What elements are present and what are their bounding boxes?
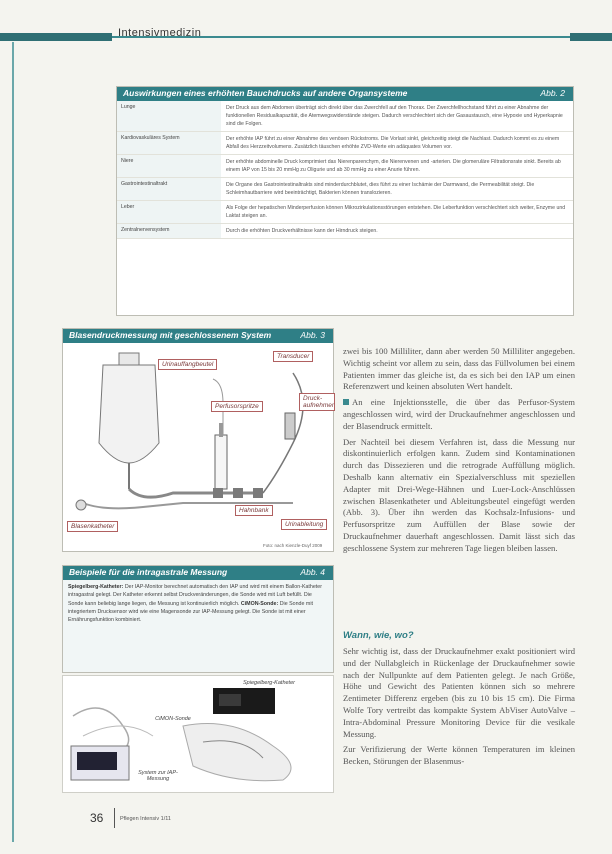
syringe-plunger — [219, 423, 223, 437]
stopcock-1 — [213, 488, 223, 498]
paragraph: Der Nachteil bei diesem Verfahren ist, dass die Messung nur diskontinuierlich erfolgen kann. Zudem sind Kontaminationen durch das Dissezieren und die retrograde Auffüllung möglich. Deshalb kann alternativ ein Spezialverschluss mit speziellen Adapter mit Drei-Wege-Hähnen und Luer-Lock-Anschlüssen zwischen Blasenkatheter und Ableitungsbeutel eingefügt werden (Abb. 3). Über ihn werden das Kochsalz-Infusions- und Perfusorspritze zum Auffüllen der Blase sowie der Druckaufnehmer dauerhaft angeschlossen. Damit lässt sich das geschlossene System zur mehreren Tage liegen bleiben lassen. — [343, 436, 575, 553]
organ-effects-table — [117, 101, 573, 239]
organ-effect-text: Durch die erhöhten Druckverhältnisse kann der Hirndruck steigen. — [226, 228, 378, 234]
stopcock-3 — [253, 488, 263, 498]
header-accent-left — [0, 33, 112, 41]
stopcock-2 — [233, 488, 243, 498]
table-row — [117, 224, 573, 239]
bladder-pressure-box — [62, 328, 334, 552]
cimon-screen — [77, 752, 117, 770]
pressure-transducer-shape — [285, 413, 295, 439]
label-cimon-probe: CiMON-Sonde — [155, 716, 191, 722]
table-row — [117, 201, 573, 224]
abdomen-schematic — [183, 724, 291, 781]
table-row — [117, 101, 573, 132]
paragraph: zwei bis 100 Milliliter, dann aber werden 50 Milliliter angegeben. Wichtig scheint vor allem zu sein, dass das Füllvolumen bei einem Patienten immer das gleiche ist, da es sich bei den IAP um einen Referenzwert und keinen absoluten Wert handelt. — [343, 346, 575, 392]
paragraph: Sehr wichtig ist, dass der Druckaufnehmer exakt positioniert wird und der Nullabgleich in Rückenlage der Druckaufnehmer sowie nach der Nullpunkte auf dem Patienten gelegt. Je nach Größe, Höhe und Gewicht des Patienten können sich so mehrere Zentimeter Differenz ergeben (bis zu 10 bis 15 cm). Die Firma Wolfe Tory vertreibt das kompakte System AbViser AutoValve – Intra-Abdominal Pressure Monitoring Device für die vesikale Messung. — [343, 646, 575, 739]
device-illustration — [63, 676, 331, 790]
organ-effect-text: Der erhöhte IAP führt zu einer Abnahme des venösen Rückstroms. Die Vorlast sinkt, gleichzeitig steigt die Nachlast. Dadurch kommt es zu einem Abfall des Herzzeitvolumens. Zusätzlich täuschen erhöhte ZVD-Werte ein adäquates Volumen vor. — [226, 136, 560, 150]
device-photos — [62, 675, 334, 793]
header-accent-right — [570, 33, 612, 41]
page-footer — [62, 808, 582, 832]
desc-cimon: Die Sonde mit integriertem Drucksensor wird wie eine Magensonde zur IAP-Messung gelegt. Die Sonde ist mit einer Ernährungsfunktion kombiniert. — [68, 600, 313, 624]
figure-label: Abb. 3 — [300, 330, 325, 340]
transducer-cable — [263, 373, 303, 493]
organ-label: Leber — [117, 201, 221, 223]
probe-line — [83, 726, 153, 736]
footer-divider — [114, 808, 115, 828]
box-header — [63, 329, 333, 343]
organ-label: Zentralnervensystem — [117, 224, 221, 238]
image-credit: Foto: nach Kienzle-Duyf 2009 — [263, 543, 323, 548]
organ-effects-box — [116, 86, 574, 316]
label-drain-tube: Urinableitung — [281, 519, 327, 530]
box-header — [63, 566, 333, 580]
organ-effect-text: Die Organe des Gastrointestinaltrakts sind minderdurchblutet, dies führt zu einer Ischämie der Darmwand, die Permeabilität steigt. Die Schleimhautbarriere wird beeinträchtigt, Bakterien können translozieren. — [226, 182, 535, 196]
header-bar — [0, 33, 612, 41]
monitor-display — [219, 694, 241, 706]
table-row — [117, 155, 573, 178]
syringe-shape — [215, 435, 227, 489]
catheter-tip — [76, 500, 86, 510]
paragraph: Zur Verifizierung der Werte können Temperaturen im kleinen Becken, Störungen der Blasenmus- — [343, 744, 575, 767]
figure-label: Abb. 4 — [300, 567, 325, 577]
desc-spiegelberg: Der IAP-Monitor berechnet automatisch den IAP und wird mit einem Ballon-Katheter intragastral gelegt. Der Katheter erkennt selbst Druckveränderungen, die Sonde wird mit Luft befüllt. Die Sonde kann beliebig lange liegen, die Messung ist kontinuierlich möglich. — [68, 584, 322, 607]
paragraph-with-bullet — [343, 397, 575, 432]
label-cimon-system: System zur IAP-Messung — [138, 770, 178, 782]
box-title: Beispiele für die intragastrale Messung — [69, 567, 228, 577]
label-syringe: Perfusorspritze — [211, 401, 263, 412]
body-column-bottom — [343, 646, 575, 772]
term-cimon: CiMON-Sonde: — [240, 600, 279, 607]
label-pressure-sensor: Druck-aufnehmer — [299, 393, 335, 411]
journal-source: Pflegen Intensiv 1/11 — [120, 816, 171, 822]
urine-bag-shape — [99, 365, 159, 463]
figure-label: Abb. 2 — [540, 88, 565, 98]
organ-label: Niere — [117, 155, 221, 177]
organ-effect-text: Der Druck aus dem Abdomen überträgt sich direkt über das Zwerchfell auf den Thorax. Der Zwerchfellhochstand führt zu einer Abnahme der funktionellen Residualkapazität, die Atemwegswiderstände steigen. Dadurch verschlechtert sich der Gasaustausch, eine Hypoxie und Hyperkapnie sind die Folgen. — [226, 105, 563, 127]
organ-label: Lunge — [117, 101, 221, 131]
section-title: Intensivmedizin — [118, 27, 202, 39]
box-body — [63, 580, 333, 627]
organ-label: Kardiovaskuläres System — [117, 132, 221, 154]
label-urine-bag: Urinauffangbeutel — [158, 359, 217, 370]
table-row — [117, 132, 573, 155]
page-number: 36 — [90, 811, 104, 825]
intragastric-box — [62, 565, 334, 673]
box-title: Auswirkungen eines erhöhten Bauchdrucks auf andere Organsysteme — [123, 88, 408, 98]
term-spiegelberg: Spiegelberg-Katheter: — [68, 584, 124, 590]
left-margin-rule — [12, 42, 14, 842]
box-title: Blasendruckmessung mit geschlossenem System — [69, 330, 272, 340]
body-column-top — [343, 346, 575, 559]
table-row — [117, 178, 573, 201]
organ-effect-text: Der erhöhte abdominelle Druck komprimiert das Nierenparenchym, die Nierenvenen und -arterien. Die glomeruläre Filtrationsrate sinkt. Bereits ab einem IAP von 15 bis 20 mmHg zu Oligurie und ab 30 mmHg zu einer Anurie führen. — [226, 159, 561, 173]
paragraph-text: An eine Injektionsstelle, die über das Perfusor-System angeschlossen wird, wird der Druckaufnehmer angeschlossen und der Blasendruck ermittelt. — [343, 397, 575, 431]
label-transducer: Transducer — [273, 351, 313, 362]
label-stopcock: Hahnbank — [235, 505, 273, 516]
organ-label: Gastrointestinaltrakt — [117, 178, 221, 200]
label-spiegelberg: Spiegelberg-Katheter — [243, 680, 295, 686]
bladder-system-illustration — [63, 343, 331, 543]
label-catheter: Blasenkatheter — [67, 521, 118, 532]
box-header — [117, 87, 573, 101]
bag-hanger — [119, 353, 139, 365]
subheading: Wann, wie, wo? — [343, 630, 414, 641]
square-bullet-icon — [343, 399, 349, 405]
organ-effect-text: Als Folge der hepatischen Minderperfusion können Mikrozirkulationsstörungen entstehen. Die Leberfunktion verschlechtert sich weiter, Enzyme und Laktat steigen an. — [226, 205, 566, 219]
